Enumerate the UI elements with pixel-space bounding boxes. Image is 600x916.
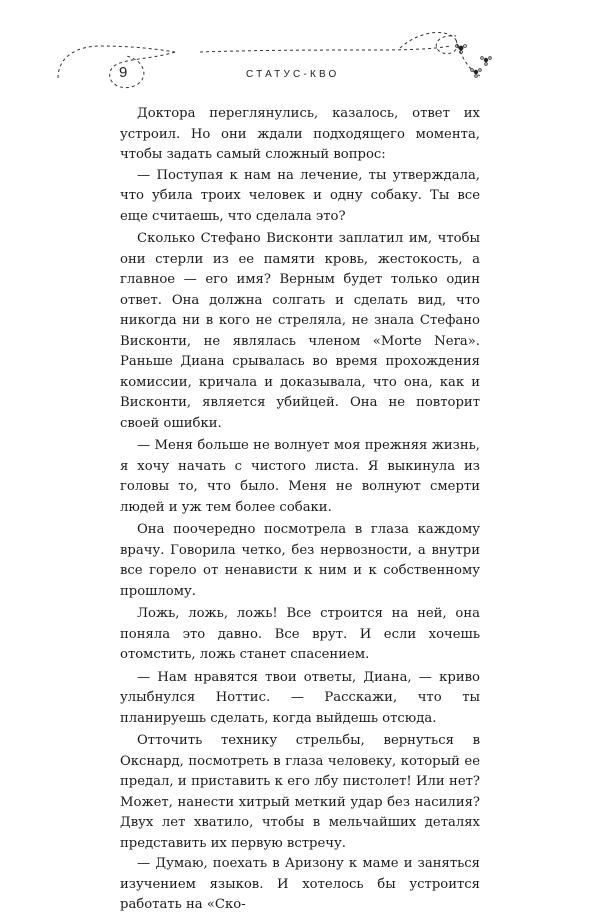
paragraph: — Нам нравятся твои ответы, Диана, — криво улыбнулся Ноттис. — Расскажи, что ты планируешь сделать, когда выйдешь отсюда. bbox=[120, 669, 480, 726]
page-body-text bbox=[120, 104, 480, 916]
page-number: 9 bbox=[119, 64, 129, 81]
paragraph: — Поступая к нам на лечение, ты утверждала, что убила троих человек и одну собаку. Ты все еще считаешь, что сделала это? bbox=[120, 167, 480, 224]
dashed-swirl-ornament bbox=[0, 0, 600, 110]
running-title: СТАТУС-КВО bbox=[246, 69, 340, 80]
page-header bbox=[0, 0, 600, 110]
paragraph: Сколько Стефано Висконти заплатил им, чтобы они стерли из ее памяти кровь, жестокость, а главное — его имя? Верным будет только один ответ. Она должна солгать и сделать вид, что никогда ни в кого не стреляла, не знала Стефано Висконти, не являлась членом «Morte Nera». Раньше Диана срывалась во время прохождения комиссии, кричала и доказывала, что она, как и Висконти, является убийцей. Она не повторит своей ошибки. bbox=[120, 231, 480, 431]
paragraph: — Думаю, поехать в Аризону к маме и заняться изучением языков. И хотелось бы устроится работать на «Ско- bbox=[120, 856, 480, 912]
paragraph: Доктора переглянулись, казалось, ответ их устроил. Но они ждали подходящего момента, чтобы задать самый сложный вопрос: bbox=[120, 106, 480, 162]
paragraph: Ложь, ложь, ложь! Все строится на ней, она поняла это давно. Все врут. И если хочешь отомстить, ложь станет спасением. bbox=[120, 606, 480, 662]
flower-icon bbox=[481, 57, 492, 66]
paragraph: Отточить технику стрельбы, вернуться в Окснард, посмотреть в глаза человеку, который ее предал, и приставить к его лбу пистолет! Или нет? Может, нанести хитрый меткий удар без насилия? Двух лет хватило, чтобы в мельчайших деталях представить их первую встречу. bbox=[120, 733, 480, 851]
paragraph: — Меня больше не волнует моя прежняя жизнь, я хочу начать с чистого листа. Я выкинула из головы то, что было. Меня не волнуют смерти людей и уж тем более собаки. bbox=[120, 438, 480, 515]
paragraph: Она поочередно посмотрела в глаза каждому врачу. Говорила четко, без нервозности, а внутри все горело от ненависти к ним и к собственному прошлому. bbox=[120, 522, 480, 599]
